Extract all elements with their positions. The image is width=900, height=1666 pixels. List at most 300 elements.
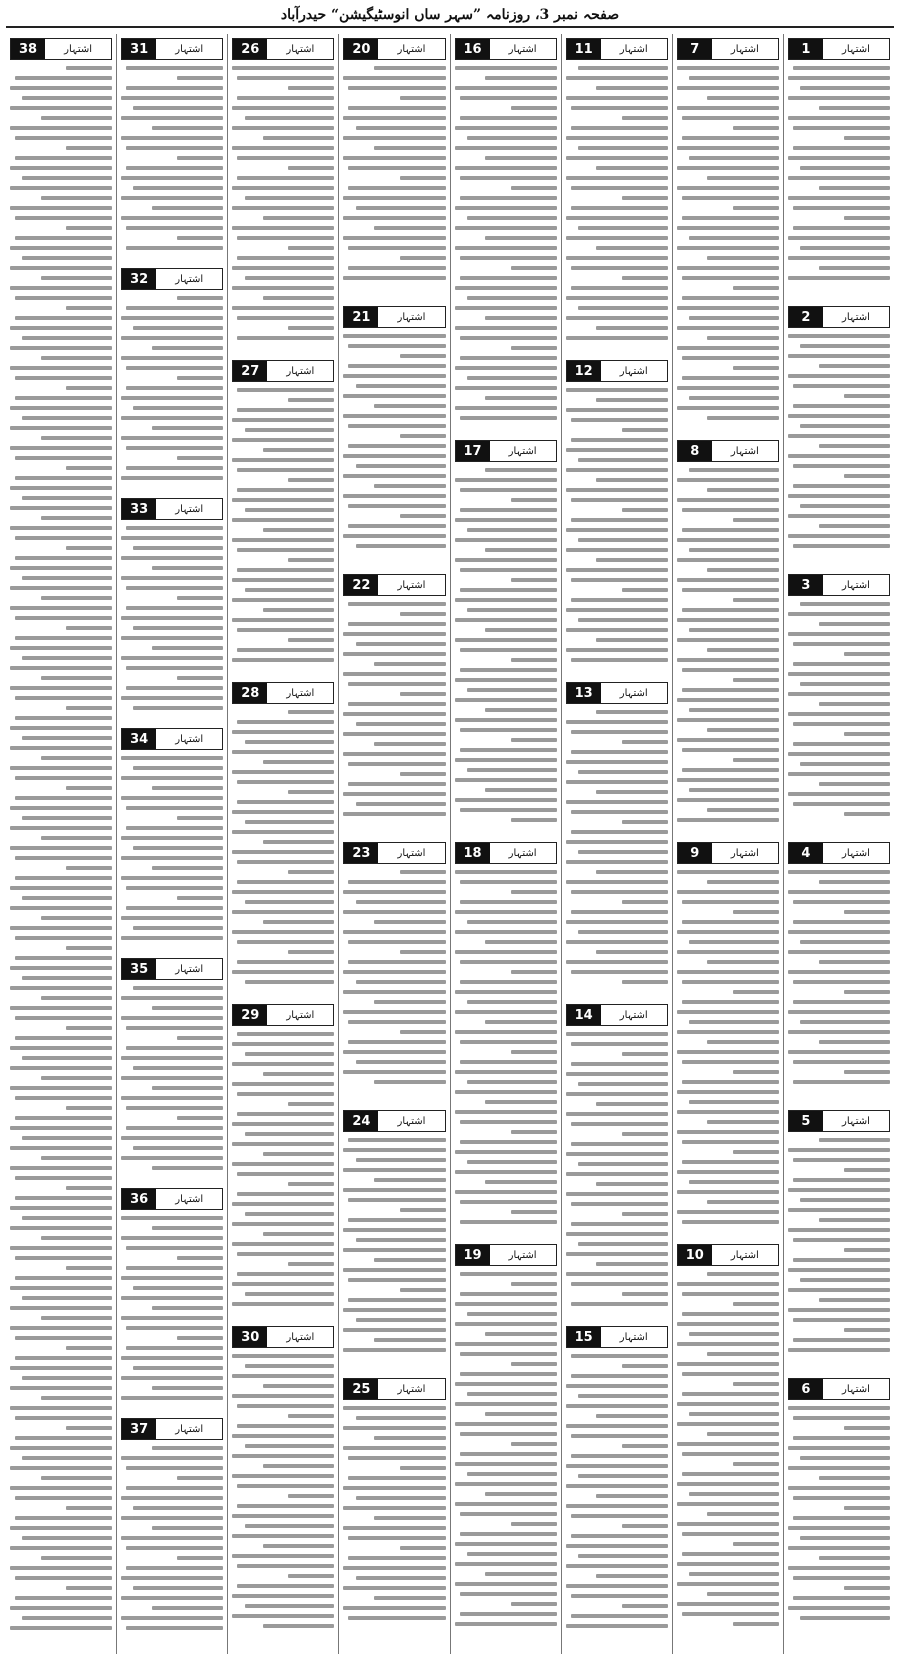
- notice-body: [566, 1352, 668, 1628]
- text-line: [348, 1456, 445, 1460]
- text-line: [232, 1434, 334, 1438]
- text-line: [237, 1092, 334, 1096]
- text-line: [460, 416, 557, 420]
- text-line: [511, 1210, 557, 1214]
- text-line: [566, 336, 668, 340]
- notice-badge: [232, 1326, 334, 1348]
- text-line: [455, 1150, 557, 1154]
- text-line: [263, 1624, 334, 1628]
- text-line: [677, 66, 779, 70]
- text-line: [677, 558, 779, 562]
- text-line: [844, 1070, 890, 1074]
- text-line: [566, 1464, 668, 1468]
- text-line: [571, 1062, 668, 1066]
- text-line: [288, 1182, 334, 1186]
- text-line: [511, 498, 557, 502]
- text-line: [10, 1466, 112, 1470]
- text-line: [707, 416, 778, 420]
- text-line: [343, 1526, 445, 1530]
- notice-number: 11: [567, 39, 601, 59]
- text-line: [356, 1318, 446, 1322]
- text-line: [348, 424, 445, 428]
- notice-body: [566, 708, 668, 984]
- text-line: [622, 1444, 668, 1448]
- notice-number: 18: [456, 843, 490, 863]
- text-line: [237, 628, 334, 632]
- text-line: [15, 1176, 112, 1180]
- notice-body: [232, 64, 334, 340]
- text-line: [343, 414, 445, 418]
- text-line: [460, 116, 557, 120]
- text-line: [348, 86, 445, 90]
- text-line: [682, 768, 779, 772]
- text-line: [126, 1546, 223, 1550]
- text-line: [788, 1228, 890, 1232]
- text-line: [348, 1218, 445, 1222]
- text-line: [788, 632, 890, 636]
- text-line: [788, 76, 890, 80]
- text-line: [343, 1566, 445, 1570]
- text-line: [596, 1262, 667, 1266]
- text-line: [237, 336, 334, 340]
- text-line: [455, 990, 557, 994]
- text-line: [22, 1456, 112, 1460]
- notice-body: [343, 1136, 445, 1352]
- text-line: [66, 146, 112, 150]
- text-line: [245, 1132, 335, 1136]
- text-line: [467, 136, 557, 140]
- text-line: [793, 1496, 890, 1500]
- text-line: [571, 418, 668, 422]
- text-line: [133, 706, 223, 710]
- text-line: [288, 478, 334, 482]
- text-line: [121, 1236, 223, 1240]
- notice-body: [455, 64, 557, 420]
- text-line: [707, 1432, 778, 1436]
- text-line: [263, 920, 334, 924]
- text-line: [121, 216, 223, 220]
- text-line: [788, 792, 890, 796]
- text-line: [348, 782, 445, 786]
- text-line: [152, 346, 223, 350]
- text-line: [15, 456, 112, 460]
- text-line: [237, 800, 334, 804]
- notice-item: [788, 838, 890, 1096]
- text-line: [596, 1182, 667, 1186]
- text-line: [793, 1060, 890, 1064]
- notice-item: [121, 494, 223, 714]
- text-line: [460, 488, 557, 492]
- text-line: [485, 316, 556, 320]
- text-line: [566, 1072, 668, 1076]
- text-line: [343, 1188, 445, 1192]
- text-line: [677, 950, 779, 954]
- notice-badge: [455, 842, 557, 864]
- notice-item: [566, 356, 668, 668]
- text-line: [356, 384, 446, 388]
- text-line: [689, 548, 779, 552]
- text-line: [400, 1208, 446, 1212]
- text-line: [10, 266, 112, 270]
- text-line: [263, 1464, 334, 1468]
- text-line: [232, 226, 334, 230]
- text-line: [177, 156, 223, 160]
- text-line: [356, 1060, 446, 1064]
- text-line: [689, 788, 779, 792]
- text-line: [455, 1502, 557, 1506]
- text-line: [571, 1454, 668, 1458]
- text-line: [343, 454, 445, 458]
- text-line: [566, 940, 668, 944]
- text-line: [566, 388, 668, 392]
- text-line: [571, 970, 668, 974]
- text-line: [793, 642, 890, 646]
- text-line: [22, 816, 112, 820]
- text-line: [348, 524, 445, 528]
- text-line: [566, 408, 668, 412]
- text-line: [232, 1554, 334, 1558]
- notice-number: 30: [233, 1327, 267, 1347]
- text-line: [232, 1394, 334, 1398]
- notice-body: [455, 868, 557, 1224]
- text-line: [566, 1172, 668, 1176]
- text-line: [121, 1536, 223, 1540]
- text-line: [460, 668, 557, 672]
- text-line: [485, 1332, 556, 1336]
- notice-body: [788, 600, 890, 816]
- notice-label: اشتہار: [841, 43, 870, 55]
- text-line: [15, 536, 112, 540]
- text-line: [677, 346, 779, 350]
- notice-body: [121, 1214, 223, 1400]
- text-line: [121, 116, 223, 120]
- text-line: [245, 276, 335, 280]
- text-line: [788, 1446, 890, 1450]
- text-line: [10, 326, 112, 330]
- text-line: [455, 1562, 557, 1566]
- text-line: [237, 76, 334, 80]
- text-line: [343, 1606, 445, 1610]
- text-line: [467, 1160, 557, 1164]
- notice-body: [343, 1404, 445, 1620]
- text-line: [348, 1298, 445, 1302]
- notice-number: 25: [344, 1379, 378, 1399]
- text-line: [152, 1446, 223, 1450]
- text-line: [819, 880, 890, 884]
- text-line: [566, 628, 668, 632]
- text-line: [237, 256, 334, 260]
- text-line: [232, 1594, 334, 1598]
- text-line: [22, 1216, 112, 1220]
- text-line: [237, 568, 334, 572]
- text-line: [15, 296, 112, 300]
- text-line: [455, 1010, 557, 1014]
- text-line: [677, 306, 779, 310]
- text-line: [400, 1030, 446, 1034]
- text-line: [232, 206, 334, 210]
- text-line: [455, 366, 557, 370]
- text-line: [177, 1336, 223, 1340]
- text-line: [788, 1606, 890, 1610]
- text-line: [460, 1200, 557, 1204]
- text-line: [793, 1258, 890, 1262]
- text-line: [400, 772, 446, 776]
- text-line: [343, 712, 445, 716]
- text-line: [343, 334, 445, 338]
- text-line: [152, 126, 223, 130]
- text-line: [126, 86, 223, 90]
- text-line: [844, 910, 890, 914]
- text-line: [467, 376, 557, 380]
- notice-body: [232, 386, 334, 662]
- text-line: [245, 980, 335, 984]
- text-line: [682, 1160, 779, 1164]
- notice-item: [788, 34, 890, 292]
- text-line: [41, 436, 112, 440]
- text-line: [356, 900, 446, 904]
- text-line: [460, 336, 557, 340]
- text-line: [356, 1158, 446, 1162]
- text-line: [455, 558, 557, 562]
- text-line: [348, 762, 445, 766]
- text-line: [682, 508, 779, 512]
- text-line: [467, 608, 557, 612]
- text-line: [677, 1210, 779, 1214]
- text-line: [41, 1556, 112, 1560]
- text-line: [15, 1496, 112, 1500]
- text-line: [126, 1466, 223, 1470]
- notice-label: اشتہار: [175, 1193, 204, 1205]
- notice-number: 14: [567, 1005, 601, 1025]
- text-line: [41, 916, 112, 920]
- text-line: [121, 936, 223, 940]
- text-line: [374, 404, 445, 408]
- text-line: [288, 790, 334, 794]
- text-line: [455, 1030, 557, 1034]
- text-line: [126, 446, 223, 450]
- text-line: [66, 66, 112, 70]
- text-line: [793, 802, 890, 806]
- text-line: [677, 406, 779, 410]
- text-line: [374, 1338, 445, 1342]
- text-line: [10, 1166, 112, 1170]
- notice-label: اشتہار: [508, 847, 537, 859]
- notice-number: 23: [344, 843, 378, 863]
- notice-badge: [232, 360, 334, 382]
- text-line: [343, 1228, 445, 1232]
- text-line: [126, 906, 223, 910]
- text-line: [245, 1604, 335, 1608]
- text-line: [343, 752, 445, 756]
- text-line: [566, 800, 668, 804]
- notice-number: 3: [789, 575, 823, 595]
- notice-item: [232, 1000, 334, 1312]
- notice-label: اشتہار: [175, 503, 204, 515]
- notice-body: [788, 868, 890, 1084]
- notice-label: اشتہار: [286, 43, 315, 55]
- text-line: [793, 1338, 890, 1342]
- notice-number: 7: [678, 39, 712, 59]
- text-line: [232, 538, 334, 542]
- text-line: [343, 1050, 445, 1054]
- text-line: [485, 156, 556, 160]
- text-line: [400, 950, 446, 954]
- text-line: [41, 516, 112, 520]
- text-line: [460, 1120, 557, 1124]
- text-line: [152, 206, 223, 210]
- text-line: [356, 1576, 446, 1580]
- text-line: [455, 126, 557, 130]
- text-line: [460, 728, 557, 732]
- text-line: [237, 176, 334, 180]
- text-line: [467, 216, 557, 220]
- text-line: [133, 1286, 223, 1290]
- text-line: [126, 1326, 223, 1330]
- text-line: [15, 1596, 112, 1600]
- text-line: [788, 712, 890, 716]
- text-line: [682, 1000, 779, 1004]
- text-line: [343, 236, 445, 240]
- text-line: [793, 1080, 890, 1084]
- text-line: [121, 776, 223, 780]
- text-line: [133, 1146, 223, 1150]
- text-line: [733, 1382, 779, 1386]
- notice-body: [677, 466, 779, 822]
- text-line: [152, 1526, 223, 1530]
- text-line: [571, 1594, 668, 1598]
- text-line: [677, 618, 779, 622]
- text-line: [288, 710, 334, 714]
- text-line: [288, 870, 334, 874]
- text-line: [343, 732, 445, 736]
- text-line: [232, 1222, 334, 1226]
- text-line: [455, 1482, 557, 1486]
- text-line: [677, 266, 779, 270]
- text-line: [237, 236, 334, 240]
- notice-number: 31: [122, 39, 156, 59]
- text-line: [10, 1126, 112, 1130]
- text-line: [622, 588, 668, 592]
- text-line: [819, 1040, 890, 1044]
- text-line: [15, 796, 112, 800]
- text-line: [237, 1112, 334, 1116]
- text-line: [566, 1192, 668, 1196]
- text-line: [177, 596, 223, 600]
- text-line: [793, 1436, 890, 1440]
- notice-number: 36: [122, 1189, 156, 1209]
- text-line: [15, 236, 112, 240]
- text-line: [22, 336, 112, 340]
- text-line: [788, 96, 890, 100]
- notice-item: [455, 34, 557, 426]
- text-line: [578, 930, 668, 934]
- text-line: [677, 890, 779, 894]
- text-line: [343, 1426, 445, 1430]
- text-line: [121, 356, 223, 360]
- text-line: [237, 388, 334, 392]
- text-line: [133, 1366, 223, 1370]
- text-line: [177, 376, 223, 380]
- text-line: [455, 1342, 557, 1346]
- text-line: [571, 518, 668, 522]
- text-line: [288, 326, 334, 330]
- text-line: [41, 116, 112, 120]
- text-line: [455, 870, 557, 874]
- text-line: [10, 286, 112, 290]
- text-line: [126, 1126, 223, 1130]
- text-line: [237, 1484, 334, 1488]
- text-line: [677, 1030, 779, 1034]
- text-line: [356, 802, 446, 806]
- notice-badge: [343, 842, 445, 864]
- text-line: [237, 1172, 334, 1176]
- text-line: [374, 146, 445, 150]
- text-line: [460, 568, 557, 572]
- text-line: [844, 136, 890, 140]
- notice-item: [343, 302, 445, 560]
- text-line: [343, 1586, 445, 1590]
- notice-badge: [343, 574, 445, 596]
- text-line: [288, 398, 334, 402]
- text-line: [126, 1486, 223, 1490]
- text-line: [232, 498, 334, 502]
- notice-body: [121, 64, 223, 250]
- notice-badge: [788, 38, 890, 60]
- text-line: [152, 1086, 223, 1090]
- text-line: [237, 940, 334, 944]
- text-line: [133, 106, 223, 110]
- text-line: [455, 326, 557, 330]
- text-line: [819, 960, 890, 964]
- text-line: [571, 1222, 668, 1226]
- text-line: [682, 1392, 779, 1396]
- text-line: [788, 514, 890, 518]
- notice-body: [566, 1030, 668, 1306]
- text-line: [596, 86, 667, 90]
- notice-body: [121, 524, 223, 710]
- notice-body: [788, 1404, 890, 1620]
- text-line: [455, 86, 557, 90]
- text-line: [566, 960, 668, 964]
- text-line: [571, 1434, 668, 1438]
- text-line: [15, 776, 112, 780]
- text-line: [356, 1496, 446, 1500]
- text-line: [596, 950, 667, 954]
- text-line: [566, 548, 668, 552]
- text-line: [10, 1486, 112, 1490]
- text-line: [237, 488, 334, 492]
- text-line: [596, 398, 667, 402]
- text-line: [400, 514, 446, 518]
- text-line: [126, 606, 223, 610]
- text-line: [348, 1198, 445, 1202]
- text-line: [800, 504, 890, 508]
- text-line: [15, 1116, 112, 1120]
- text-line: [288, 246, 334, 250]
- text-line: [733, 1462, 779, 1466]
- text-line: [596, 1494, 667, 1498]
- text-line: [121, 656, 223, 660]
- text-line: [819, 1138, 890, 1142]
- text-line: [677, 738, 779, 742]
- text-line: [682, 528, 779, 532]
- notice-badge: [677, 842, 779, 864]
- text-line: [10, 1446, 112, 1450]
- text-line: [566, 1484, 668, 1488]
- text-line: [682, 1372, 779, 1376]
- text-line: [288, 638, 334, 642]
- text-line: [66, 946, 112, 950]
